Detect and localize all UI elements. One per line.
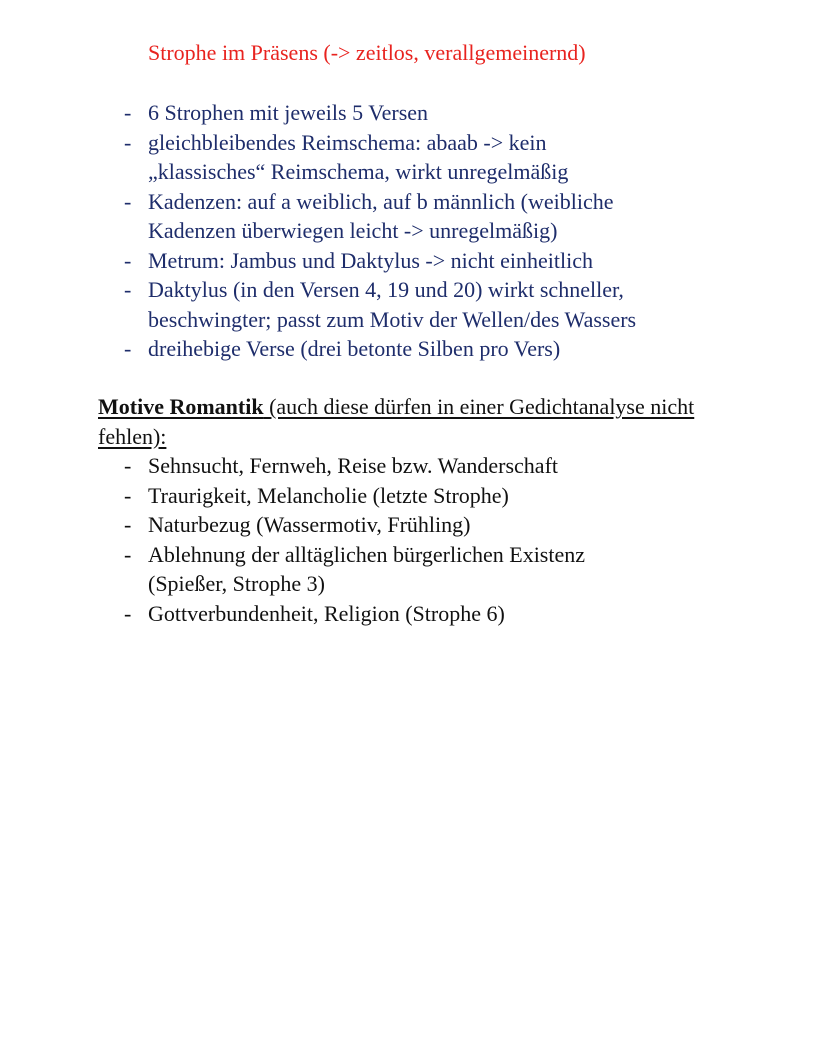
list-item: - Sehnsucht, Fernweh, Reise bzw. Wanderschaft	[124, 451, 585, 481]
list-item: - Metrum: Jambus und Daktylus -> nicht einheitlich	[124, 246, 636, 276]
bullet-dash: -	[124, 600, 132, 626]
bullet-dash: -	[124, 188, 132, 214]
bullet-dash: -	[124, 453, 132, 478]
bullet-dash: -	[124, 277, 132, 302]
list-item: - Daktylus (in den Versen 4, 19 und 20) wirkt schneller, beschwingter; passt zum Motiv der Wellen/des Wassers	[124, 277, 637, 332]
section-heading-motive: Motive Romantik (auch diese dürfen in einer Gedichtanalyse nicht fehlen):	[98, 394, 695, 449]
bullet-dash: -	[124, 482, 132, 508]
list-item: - Gottverbundenheit, Religion (Strophe 6)	[124, 599, 585, 629]
list-item: - Naturbezug (Wassermotiv, Frühling)	[124, 510, 585, 540]
list-item: - Kadenzen: auf a weiblich, auf b männlich (weibliche Kadenzen überwiegen leicht -> unregelmäßig)	[124, 188, 614, 243]
motive-list	[124, 451, 585, 628]
list-item: - gleichbleibendes Reimschema: abaab -> kein „klassisches“ Reimschema, wirkt unregelmäßig	[124, 129, 569, 184]
form-analysis-list	[124, 98, 636, 364]
list-item: - 6 Strophen mit jeweils 5 Versen	[124, 98, 636, 128]
bullet-dash: -	[124, 247, 132, 273]
bullet-dash: -	[124, 100, 132, 125]
bullet-dash: -	[124, 512, 132, 537]
list-item: - Traurigkeit, Melancholie (letzte Strophe)	[124, 481, 585, 511]
list-item: - Ablehnung der alltäglichen bürgerlichen Existenz (Spießer, Strophe 3)	[124, 541, 586, 596]
tense-note: Strophe im Präsens (-> zeitlos, verallgemeinernd)	[148, 40, 586, 65]
bullet-dash: -	[124, 541, 132, 567]
bullet-dash: -	[124, 336, 132, 361]
bullet-dash: -	[124, 129, 132, 155]
list-item: - dreihebige Verse (drei betonte Silben pro Vers)	[124, 334, 636, 364]
